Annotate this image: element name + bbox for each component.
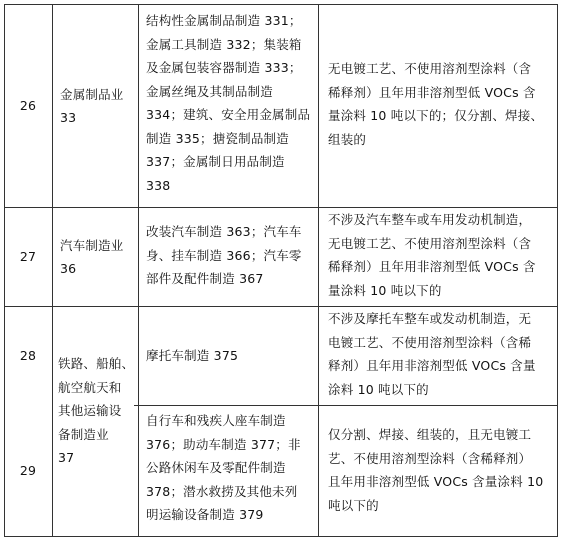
- condition-cell: [318, 208, 557, 306]
- table-row: [4, 208, 557, 306]
- sub-line: 改装汽车制造 363；汽车车: [146, 224, 302, 239]
- sub-line: 结构性金属制品制造 331；: [146, 13, 302, 28]
- condition-line: 电镀工艺、不使用溶剂型涂料（含稀: [328, 334, 532, 350]
- sub-line: 公路休闲车及零配件制造: [146, 460, 286, 475]
- condition-line: 无电镀工艺、不使用溶剂型涂料（含: [328, 61, 532, 76]
- industry-line: 铁路、船舶、: [58, 356, 135, 371]
- condition-line: 艺、不使用溶剂型涂料（含稀释剂）: [328, 450, 532, 466]
- industry-code: 36: [60, 261, 77, 276]
- condition-line: 释剂）且年用非溶剂型低 VOCs 含量: [328, 358, 536, 373]
- sub-line: 摩托车制造 375: [146, 348, 239, 364]
- table-row: [4, 5, 557, 207]
- sub-line: 338: [146, 177, 171, 193]
- sub-industry-cell: [138, 208, 318, 306]
- sub-line: 金属工具制造 332；集装箱: [146, 36, 302, 52]
- sub-line: 及金属包装容器制造 333；: [146, 60, 302, 75]
- sub-line: 部件及配件制造 367: [146, 271, 264, 286]
- industry-line: 航空航天和: [58, 379, 122, 395]
- industry-code: 37: [58, 450, 75, 465]
- sub-line: 337；金属制日用品制造: [146, 154, 285, 169]
- condition-line: 吨以下的: [328, 497, 379, 513]
- condition-line: 不涉及摩托车整车或发动机制造，无: [328, 311, 532, 326]
- condition-line: 量涂料 10 吨以下的: [328, 282, 442, 298]
- industry-cell: [52, 208, 138, 306]
- industry-line: 金属制品业: [60, 86, 124, 102]
- table-border-bottom: [4, 536, 557, 537]
- row-number: 27: [19, 249, 37, 265]
- sub-line: 自行车和残疾人座车制造: [146, 413, 286, 428]
- industry-line: 备制造业: [58, 426, 109, 442]
- condition-line: 涂料 10 吨以下的: [328, 381, 429, 397]
- condition-line: 组装的: [328, 131, 367, 147]
- sub-line: 金属丝绳及其制品制造: [146, 83, 274, 99]
- industry-line: 其他运输设: [58, 403, 122, 418]
- condition-line: 不涉及汽车整车或车用发动机制造，: [328, 212, 532, 227]
- sub-industry-cell: [138, 5, 318, 207]
- sub-line: 376；助动车制造 377；非: [146, 436, 301, 452]
- industry-code: 33: [60, 110, 77, 125]
- condition-line: 无电镀工艺、不使用溶剂型涂料（含: [328, 235, 532, 251]
- row-number: 26: [19, 98, 37, 114]
- sub-line: 身、挂车制造 366；汽车零: [146, 247, 302, 263]
- merged-industry-cell: [4, 352, 557, 480]
- condition-line: 仅分割、焊接、组装的，且无电镀工: [328, 427, 532, 442]
- condition-line: 稀释剂）且年用非溶剂型低 VOCs 含: [328, 84, 536, 100]
- condition-cell: [318, 5, 557, 207]
- sub-line: 378；潜水救捞及其他未列: [146, 483, 298, 499]
- condition-line: 量涂料 10 吨以下的；仅分割、焊接、: [328, 108, 544, 123]
- sub-line: 明运输设备制造 379: [146, 507, 264, 522]
- sub-line: 334；建筑、安全用金属制品: [146, 107, 311, 122]
- condition-line: 且年用非溶剂型低 VOCs 含量涂料 10: [328, 474, 544, 489]
- condition-line: 稀释剂）且年用非溶剂型低 VOCs 含: [328, 259, 536, 274]
- sub-line: 制造 335；搪瓷制品制造: [146, 130, 289, 146]
- industry-cell: [52, 5, 138, 207]
- industry-line: 汽车制造业: [60, 237, 124, 253]
- row-number: 28: [19, 348, 37, 364]
- row-number: 29: [19, 463, 37, 479]
- table-border-right: [557, 4, 558, 537]
